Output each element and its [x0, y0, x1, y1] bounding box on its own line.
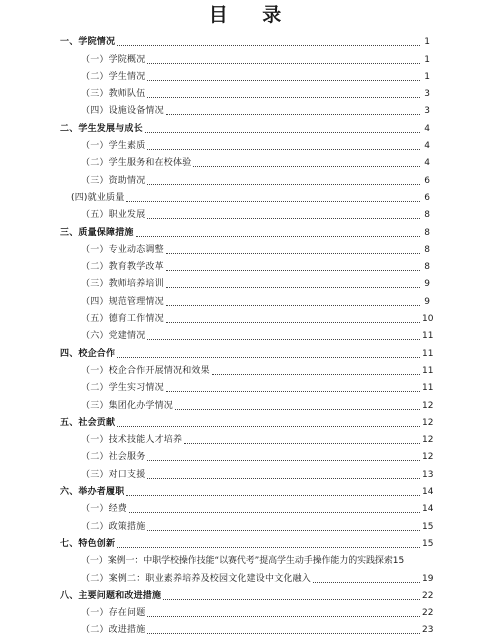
toc-entry-label: （一）案例一：中职学校操作技能“以赛代考”提高学生动手操作能力的实践探索 — [81, 556, 393, 567]
dot-leader — [166, 391, 420, 392]
toc-entry-label: 四、校企合作 — [60, 348, 116, 359]
toc-entry-label: 八、主要问题和改进措施 — [60, 590, 162, 601]
toc-page-number: 4 — [424, 158, 430, 169]
dot-leader — [145, 132, 420, 133]
toc-entry-label: （二）改进措施 — [81, 625, 146, 636]
toc-page-number: 9 — [424, 279, 430, 290]
toc-entry-label: (四)就业质量 — [71, 192, 125, 203]
toc-page-number: 8 — [424, 244, 430, 255]
toc-subsection-entry[interactable] — [60, 204, 430, 221]
toc-title: 目 录 — [208, 4, 296, 26]
dot-leader — [147, 478, 420, 479]
toc-subsection-entry[interactable] — [60, 463, 434, 480]
toc-subsection-entry[interactable] — [60, 429, 434, 446]
toc-page-number: 22 — [422, 608, 434, 619]
toc-page-number: 11 — [422, 348, 434, 359]
dot-leader — [147, 339, 420, 340]
dot-leader — [126, 201, 420, 202]
dot-leader — [117, 357, 420, 358]
toc-entry-label: 二、学生发展与成长 — [60, 123, 143, 134]
toc-page-number: 12 — [422, 400, 434, 411]
toc-page-number: 14 — [422, 504, 434, 515]
dot-leader — [126, 495, 420, 496]
toc-page-number: 13 — [422, 469, 434, 480]
toc-entry-label: （一）学院概况 — [81, 54, 146, 65]
toc-subsection-entry[interactable] — [60, 446, 434, 463]
toc-subsection-entry[interactable] — [60, 48, 430, 65]
dot-leader — [212, 374, 420, 375]
toc-page-number: 19 — [422, 573, 434, 584]
dot-leader — [166, 253, 420, 254]
toc-section-entry[interactable] — [60, 412, 434, 429]
toc-section-entry[interactable] — [60, 221, 430, 238]
dot-leader — [147, 616, 420, 617]
toc-page-number: 15 — [422, 538, 434, 549]
toc-subsection-entry[interactable] — [60, 290, 430, 307]
toc-page-number: 8 — [424, 262, 430, 273]
toc-subsection-entry[interactable] — [60, 83, 430, 100]
toc-entry-label: （五）德育工作情况 — [81, 314, 164, 325]
toc-page-number: 15 — [392, 556, 405, 567]
toc-subsection-entry[interactable] — [60, 325, 434, 342]
toc-entry-label: 一、学院情况 — [60, 37, 116, 48]
toc-entry-label: （二）教育教学改革 — [81, 262, 164, 273]
dot-leader — [166, 305, 420, 306]
toc-subsection-entry[interactable] — [60, 498, 434, 515]
toc-entry-label: （三）资助情况 — [81, 175, 146, 186]
dot-leader — [147, 530, 420, 531]
toc-entry-label: （二）学生实习情况 — [81, 383, 164, 394]
dot-leader — [117, 45, 420, 46]
dot-leader — [163, 599, 420, 600]
toc-entry-label: （一）技术技能人才培养 — [81, 435, 183, 446]
toc-entry-label: （一）经费 — [81, 504, 128, 515]
toc-page-number: 12 — [422, 435, 434, 446]
toc-subsection-entry[interactable] — [60, 273, 430, 290]
dot-leader — [147, 97, 420, 98]
toc-entry-label: 七、特色创新 — [60, 538, 116, 549]
toc-page-number: 14 — [422, 487, 434, 498]
toc-entry-label: （四）规范管理情况 — [81, 296, 164, 307]
toc-subsection-entry[interactable] — [60, 377, 434, 394]
toc-page-number: 8 — [424, 210, 430, 221]
toc-entry-label: 五、社会贡献 — [60, 417, 116, 428]
toc-subsection-entry[interactable] — [60, 135, 430, 152]
toc-page-number: 6 — [424, 175, 430, 186]
toc-section-entry[interactable] — [60, 481, 434, 498]
toc-section-entry[interactable] — [60, 533, 434, 550]
toc-subsection-entry[interactable] — [60, 515, 434, 532]
toc-subsection-entry[interactable] — [60, 308, 434, 325]
dot-leader — [117, 547, 420, 548]
toc-entry-label: （一）学生素质 — [81, 141, 146, 152]
toc-entry-label: （一）校企合作开展情况和效果 — [81, 365, 210, 376]
toc-section-entry[interactable] — [60, 31, 430, 48]
dot-leader — [313, 582, 420, 583]
toc-entry-label: （二）社会服务 — [81, 452, 146, 463]
toc-page-number: 12 — [422, 417, 434, 428]
dot-leader — [117, 426, 420, 427]
toc-subsection-entry[interactable] — [60, 394, 434, 411]
toc-page-number: 1 — [424, 71, 430, 82]
toc-entry-label: （二）案例二：职业素养培养及校园文化建设中文化融入 — [81, 573, 312, 584]
toc-page-number: 15 — [422, 521, 434, 532]
toc-entry-label: （三）教师培养培训 — [81, 279, 164, 290]
toc-page-number: 1 — [424, 37, 430, 48]
toc-page-number: 9 — [424, 296, 430, 307]
toc-page-number: 3 — [424, 89, 430, 100]
toc-entry-label: （四）设施设备情况 — [81, 106, 164, 117]
toc-page-number: 12 — [422, 452, 434, 463]
toc-page — [0, 3, 500, 636]
toc-entry-label: （二）学生服务和在校体验 — [81, 158, 192, 169]
toc-subsection-entry[interactable] — [60, 602, 434, 619]
toc-entry-label: （五）职业发展 — [81, 210, 146, 221]
toc-entry-label: （三）对口支援 — [81, 469, 146, 480]
toc-entry-label: （二）政策措施 — [81, 521, 146, 532]
toc-page-number: 22 — [422, 590, 434, 601]
toc-entry-label: （三）集团化办学情况 — [81, 400, 174, 411]
toc-subsection-entry[interactable] — [60, 567, 434, 584]
dot-leader — [175, 409, 420, 410]
toc-subsection-entry[interactable] — [60, 66, 430, 83]
toc-subsection-entry[interactable] — [60, 152, 430, 169]
toc-page-number: 6 — [424, 192, 430, 203]
toc-page-number: 4 — [424, 141, 430, 152]
dot-leader — [147, 184, 420, 185]
dot-leader — [166, 270, 420, 271]
toc-subsection-entry[interactable] — [60, 100, 430, 117]
toc-entry-label: （二）学生情况 — [81, 71, 146, 82]
dot-leader — [136, 236, 420, 237]
toc-page-number: 11 — [422, 383, 434, 394]
toc-subsection-entry[interactable] — [60, 187, 430, 204]
dot-leader — [147, 63, 420, 64]
dot-leader — [147, 80, 420, 81]
dot-leader — [166, 287, 420, 288]
dot-leader — [193, 166, 420, 167]
toc-subsection-entry[interactable] — [60, 619, 434, 636]
dot-leader — [166, 114, 420, 115]
toc-list — [60, 31, 434, 636]
toc-subsection-entry[interactable] — [60, 360, 434, 377]
toc-section-entry[interactable] — [60, 585, 434, 602]
toc-section-entry[interactable] — [60, 117, 430, 134]
toc-subsection-entry[interactable] — [60, 550, 430, 567]
dot-leader — [147, 633, 420, 634]
toc-entry-label: 三、质量保障措施 — [60, 227, 134, 238]
toc-entry-label: （一）存在问题 — [81, 608, 146, 619]
dot-leader — [184, 443, 420, 444]
toc-page-number: 8 — [424, 227, 430, 238]
toc-page-number: 3 — [424, 106, 430, 117]
toc-entry-label: （六）党建情况 — [81, 331, 146, 342]
dot-leader — [147, 149, 420, 150]
dot-leader — [129, 512, 420, 513]
dot-leader — [166, 322, 420, 323]
toc-subsection-entry[interactable] — [60, 169, 430, 186]
toc-page-number: 11 — [422, 331, 434, 342]
toc-page-number: 1 — [424, 54, 430, 65]
toc-page-number: 4 — [424, 123, 430, 134]
toc-page-number: 10 — [422, 314, 434, 325]
toc-entry-label: （一）专业动态调整 — [81, 244, 164, 255]
toc-page-number: 23 — [422, 625, 434, 636]
toc-section-entry[interactable] — [60, 342, 434, 359]
toc-entry-label: 六、举办者履职 — [60, 487, 125, 498]
dot-leader — [147, 218, 420, 219]
dot-leader — [147, 460, 420, 461]
toc-subsection-entry[interactable] — [60, 239, 430, 256]
toc-page-number: 11 — [422, 365, 434, 376]
toc-subsection-entry[interactable] — [60, 256, 430, 273]
toc-entry-label: （三）教师队伍 — [81, 89, 146, 100]
